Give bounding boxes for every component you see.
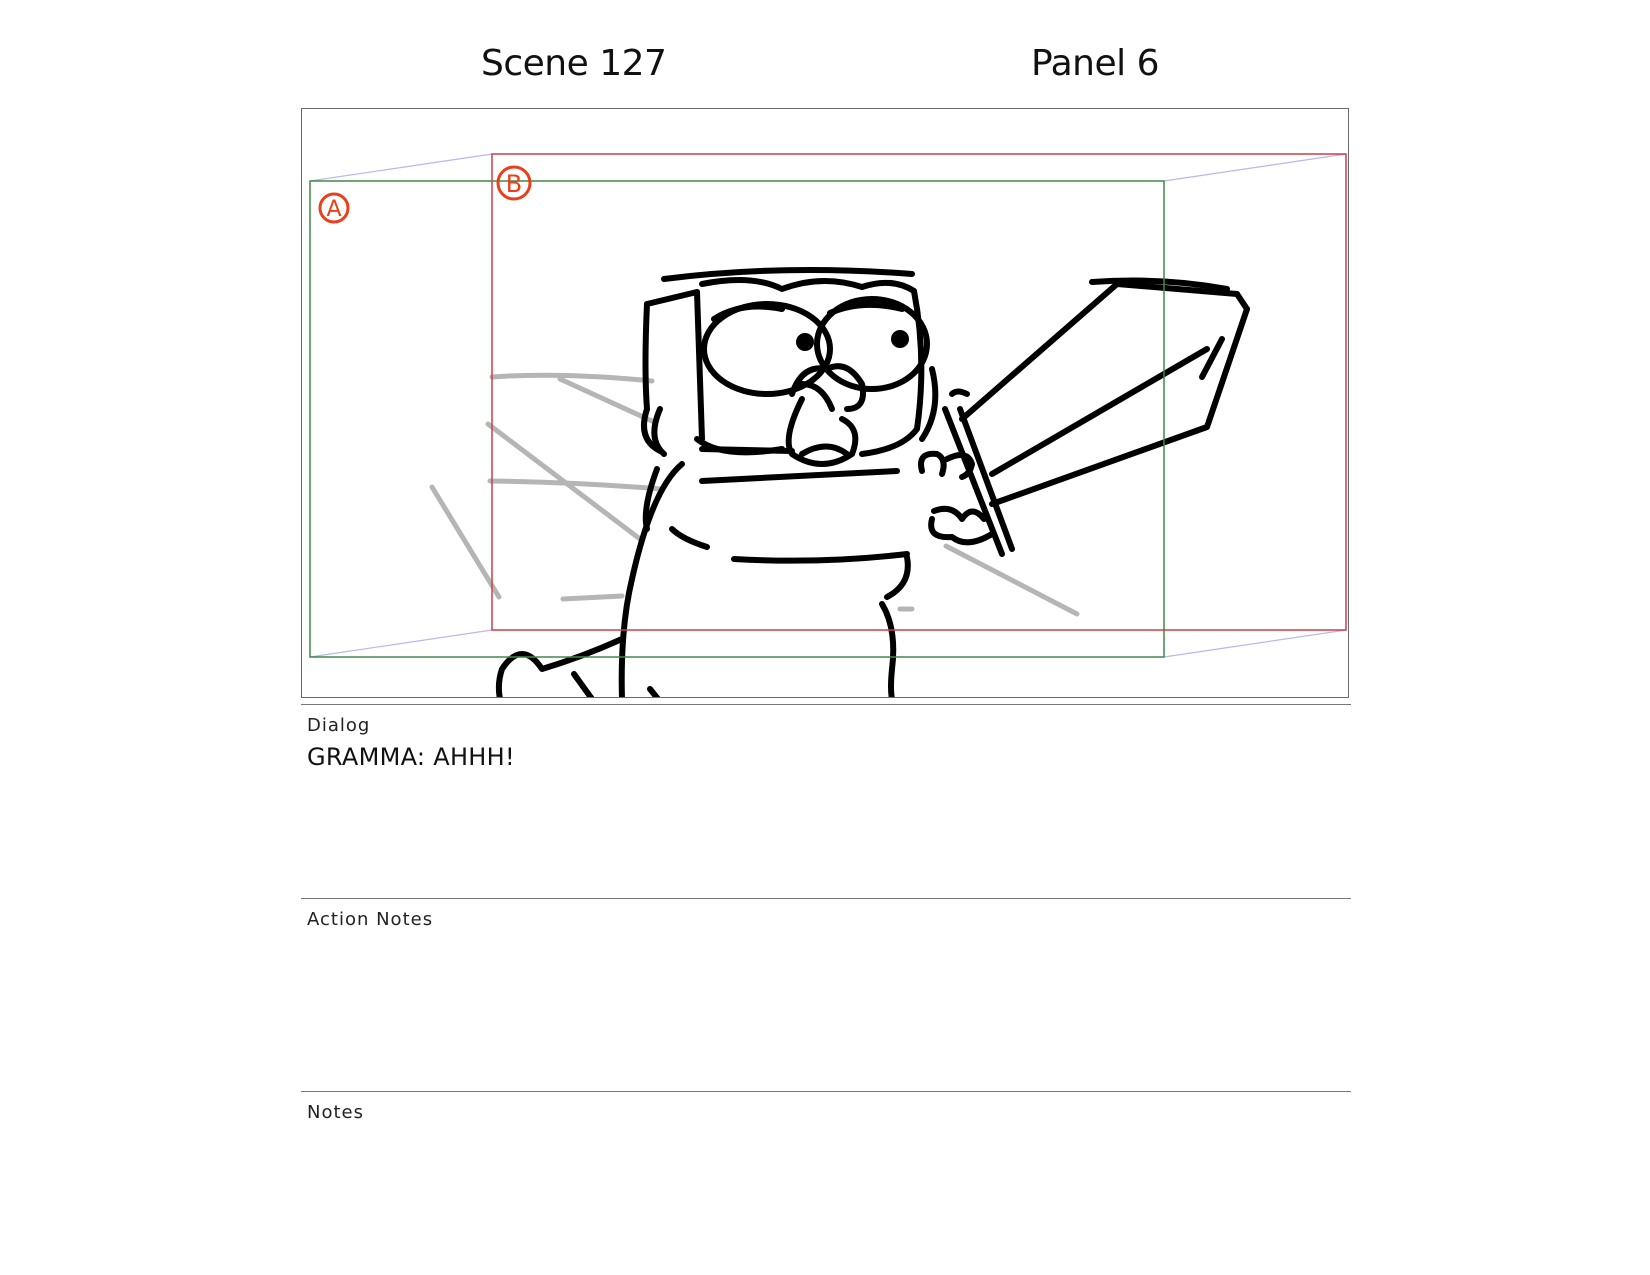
dialog-divider	[301, 704, 1351, 705]
storyboard-panel-image	[301, 108, 1349, 698]
frame-a-rectangle	[310, 181, 1164, 657]
svg-text:B: B	[505, 170, 523, 198]
action-notes-label: Action Notes	[307, 909, 434, 930]
notes-divider	[301, 1091, 1351, 1092]
frame-a-marker	[320, 194, 348, 222]
dialog-label: Dialog	[307, 715, 371, 736]
svg-text:A: A	[326, 197, 342, 222]
storyboard-drawing	[302, 109, 1349, 698]
notes-label: Notes	[307, 1102, 364, 1123]
scene-number: Scene 127	[481, 43, 667, 84]
dialog-text: GRAMMA: AHHH!	[307, 743, 515, 771]
panel-number: Panel 6	[1031, 43, 1159, 84]
action-notes-divider	[301, 898, 1351, 899]
frame-b-marker	[498, 167, 530, 199]
